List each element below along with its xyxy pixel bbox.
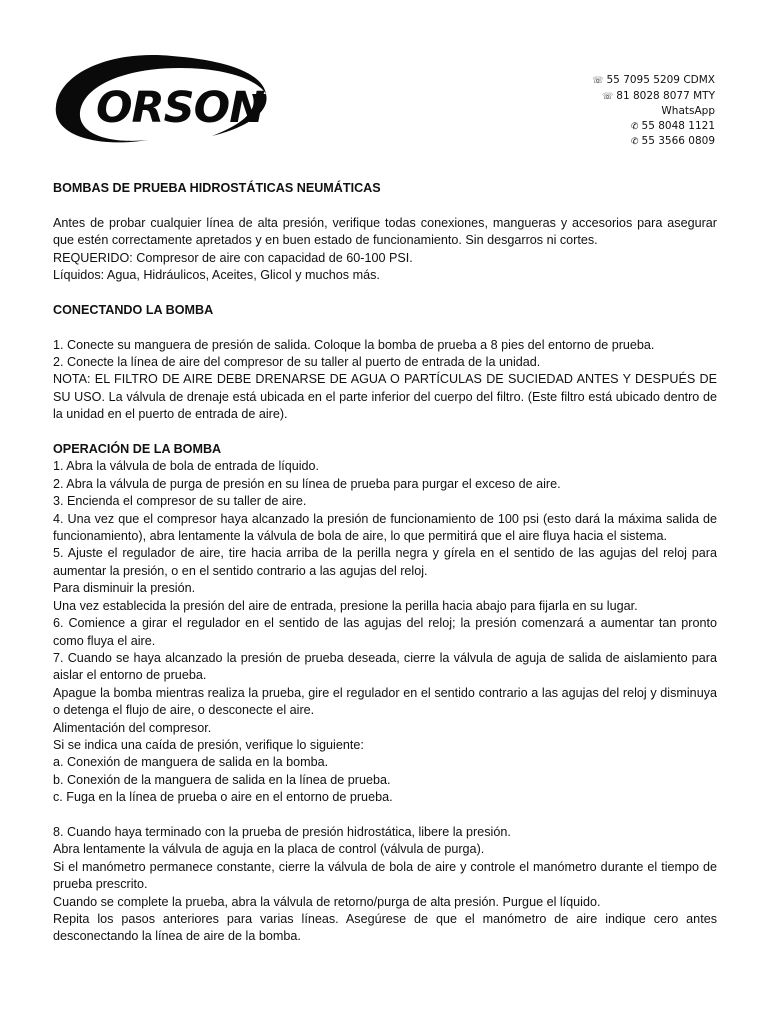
whatsapp-icon: ✆ <box>630 121 639 132</box>
operation-step: 7. Cuando se haya alcanzado la presión de prueba deseada, cierre la válvula de aguja de salida de aislamiento para aislar el entorno de prueba. <box>53 650 717 683</box>
operation-step: 4. Una vez que el compresor haya alcanzado la presión de funcionamiento de 100 psi (esto dará la máxima salida de funcionamiento), abra lentamente la válvula de bola de aire, lo que permitirá que el aire fluya hacia el sistema. <box>53 511 717 544</box>
operation-step: 5. Ajuste el regulador de aire, tire hacia arriba de la perilla negra y gírela en el sentido de las agujas del reloj para aumentar la presión, o en el sentido contrario a las agujas del reloj. <box>53 546 717 578</box>
connect-step: 2. Conecte la línea de aire del compresor de su taller al puerto de entrada de la unidad. <box>53 355 541 370</box>
intro-liquids: Líquidos: Agua, Hidráulicos, Aceites, Glicol y muchos más. <box>53 268 380 283</box>
operation-step: Para disminuir la presión. <box>53 581 196 596</box>
contact-whatsapp-2 <box>592 134 715 150</box>
operation-step: Si se indica una caída de presión, verifique lo siguiente: <box>53 737 364 752</box>
logo-text: ORSON <box>96 83 265 133</box>
operation-step: Alimentación del compresor. <box>53 720 212 735</box>
operation-step: Apague la bomba mientras realiza la prueba, gire el regulador en el sentido contrario a las agujas del reloj y disminuya o detenga el flujo de aire, o desconecte el aire. <box>53 685 717 718</box>
operation-step: 3. Encienda el compresor de su taller de aire. <box>53 494 307 509</box>
document-body <box>53 180 717 946</box>
corson-logo <box>52 50 274 148</box>
operation-step: 6. Comience a girar el regulador en el sentido de las agujas del reloj; la presión comenzará a aumentar tan pronto como fluya el aire. <box>53 616 717 648</box>
contact-whatsapp-1 <box>592 119 715 135</box>
finish-step: Abra lentamente la válvula de aguja en la placa de control (válvula de purga). <box>53 842 485 857</box>
contact-text: 55 8048 1121 <box>641 119 715 132</box>
section-heading-operation: OPERACIÓN DE LA BOMBA <box>53 442 222 457</box>
check-item: b. Conexión de la manguera de salida en la línea de prueba. <box>53 772 391 787</box>
intro-requirement: REQUERIDO: Compresor de aire con capacidad de 60-100 PSI. <box>53 250 413 265</box>
contact-phone-cdmx <box>592 73 715 89</box>
operation-step: 2. Abra la válvula de purga de presión en su línea de prueba para purgar el exceso de aire. <box>53 476 561 491</box>
finish-step: 8. Cuando haya terminado con la prueba de presión hidrostática, libere la presión. <box>53 824 511 839</box>
finish-step: Cuando se complete la prueba, abra la válvula de retorno/purga de alta presión. Purgue el líquido. <box>53 894 601 909</box>
contact-whatsapp-label <box>592 104 715 119</box>
check-item: c. Fuga en la línea de prueba o aire en el entorno de prueba. <box>53 790 393 805</box>
connect-note: NOTA: EL FILTRO DE AIRE DEBE DRENARSE DE AGUA O PARTÍCULAS DE SUCIEDAD ANTES Y DESPUÉS DE SU USO. La válvula de drenaje está ubicada en el parte inferior del cuerpo del filtro. (Este filtro está ubicado dentro de la unidad en el puerto de entrada de aire). <box>53 372 717 422</box>
contact-phone-mty <box>592 89 715 105</box>
finish-step: Si el manómetro permanece constante, cierre la válvula de bola de aire y controle el manómetro durante el tiempo de prueba prescrito. <box>53 859 717 892</box>
contact-text: 55 7095 5209 CDMX <box>606 74 715 86</box>
phone-icon: ☏ <box>592 76 604 86</box>
operation-step: 1. Abra la válvula de bola de entrada de líquido. <box>53 459 320 474</box>
operation-step: Una vez establecida la presión del aire de entrada, presione la perilla hacia abajo para fijarla en su lugar. <box>53 598 638 613</box>
check-item: a. Conexión de manguera de salida en la bomba. <box>53 755 329 770</box>
contact-text: 55 3566 0809 <box>641 135 715 147</box>
phone-icon: ☏ <box>602 91 614 102</box>
intro-paragraph: Antes de probar cualquier línea de alta presión, verifique todas conexiones, mangueras y accesorios para asegurar que estén correctamente apretados y en buen estado de funcionamiento. Sin desgarros ni cortes. <box>53 215 717 248</box>
finish-step: Repita los pasos anteriores para varias líneas. Asegúrese de que el manómetro de aire indique cero antes desconectando la línea de aire de la bomba. <box>53 911 717 944</box>
connect-step: 1. Conecte su manguera de presión de salida. Coloque la bomba de prueba a 8 pies del entorno de prueba. <box>53 337 655 352</box>
contact-text: WhatsApp <box>661 105 715 117</box>
contact-block <box>592 73 715 150</box>
document-title: BOMBAS DE PRUEBA HIDROSTÁTICAS NEUMÁTICAS <box>53 181 381 195</box>
whatsapp-icon: ✆ <box>630 137 639 147</box>
section-heading-connecting: CONECTANDO LA BOMBA <box>53 302 214 317</box>
contact-text: 81 8028 8077 MTY <box>616 89 715 102</box>
